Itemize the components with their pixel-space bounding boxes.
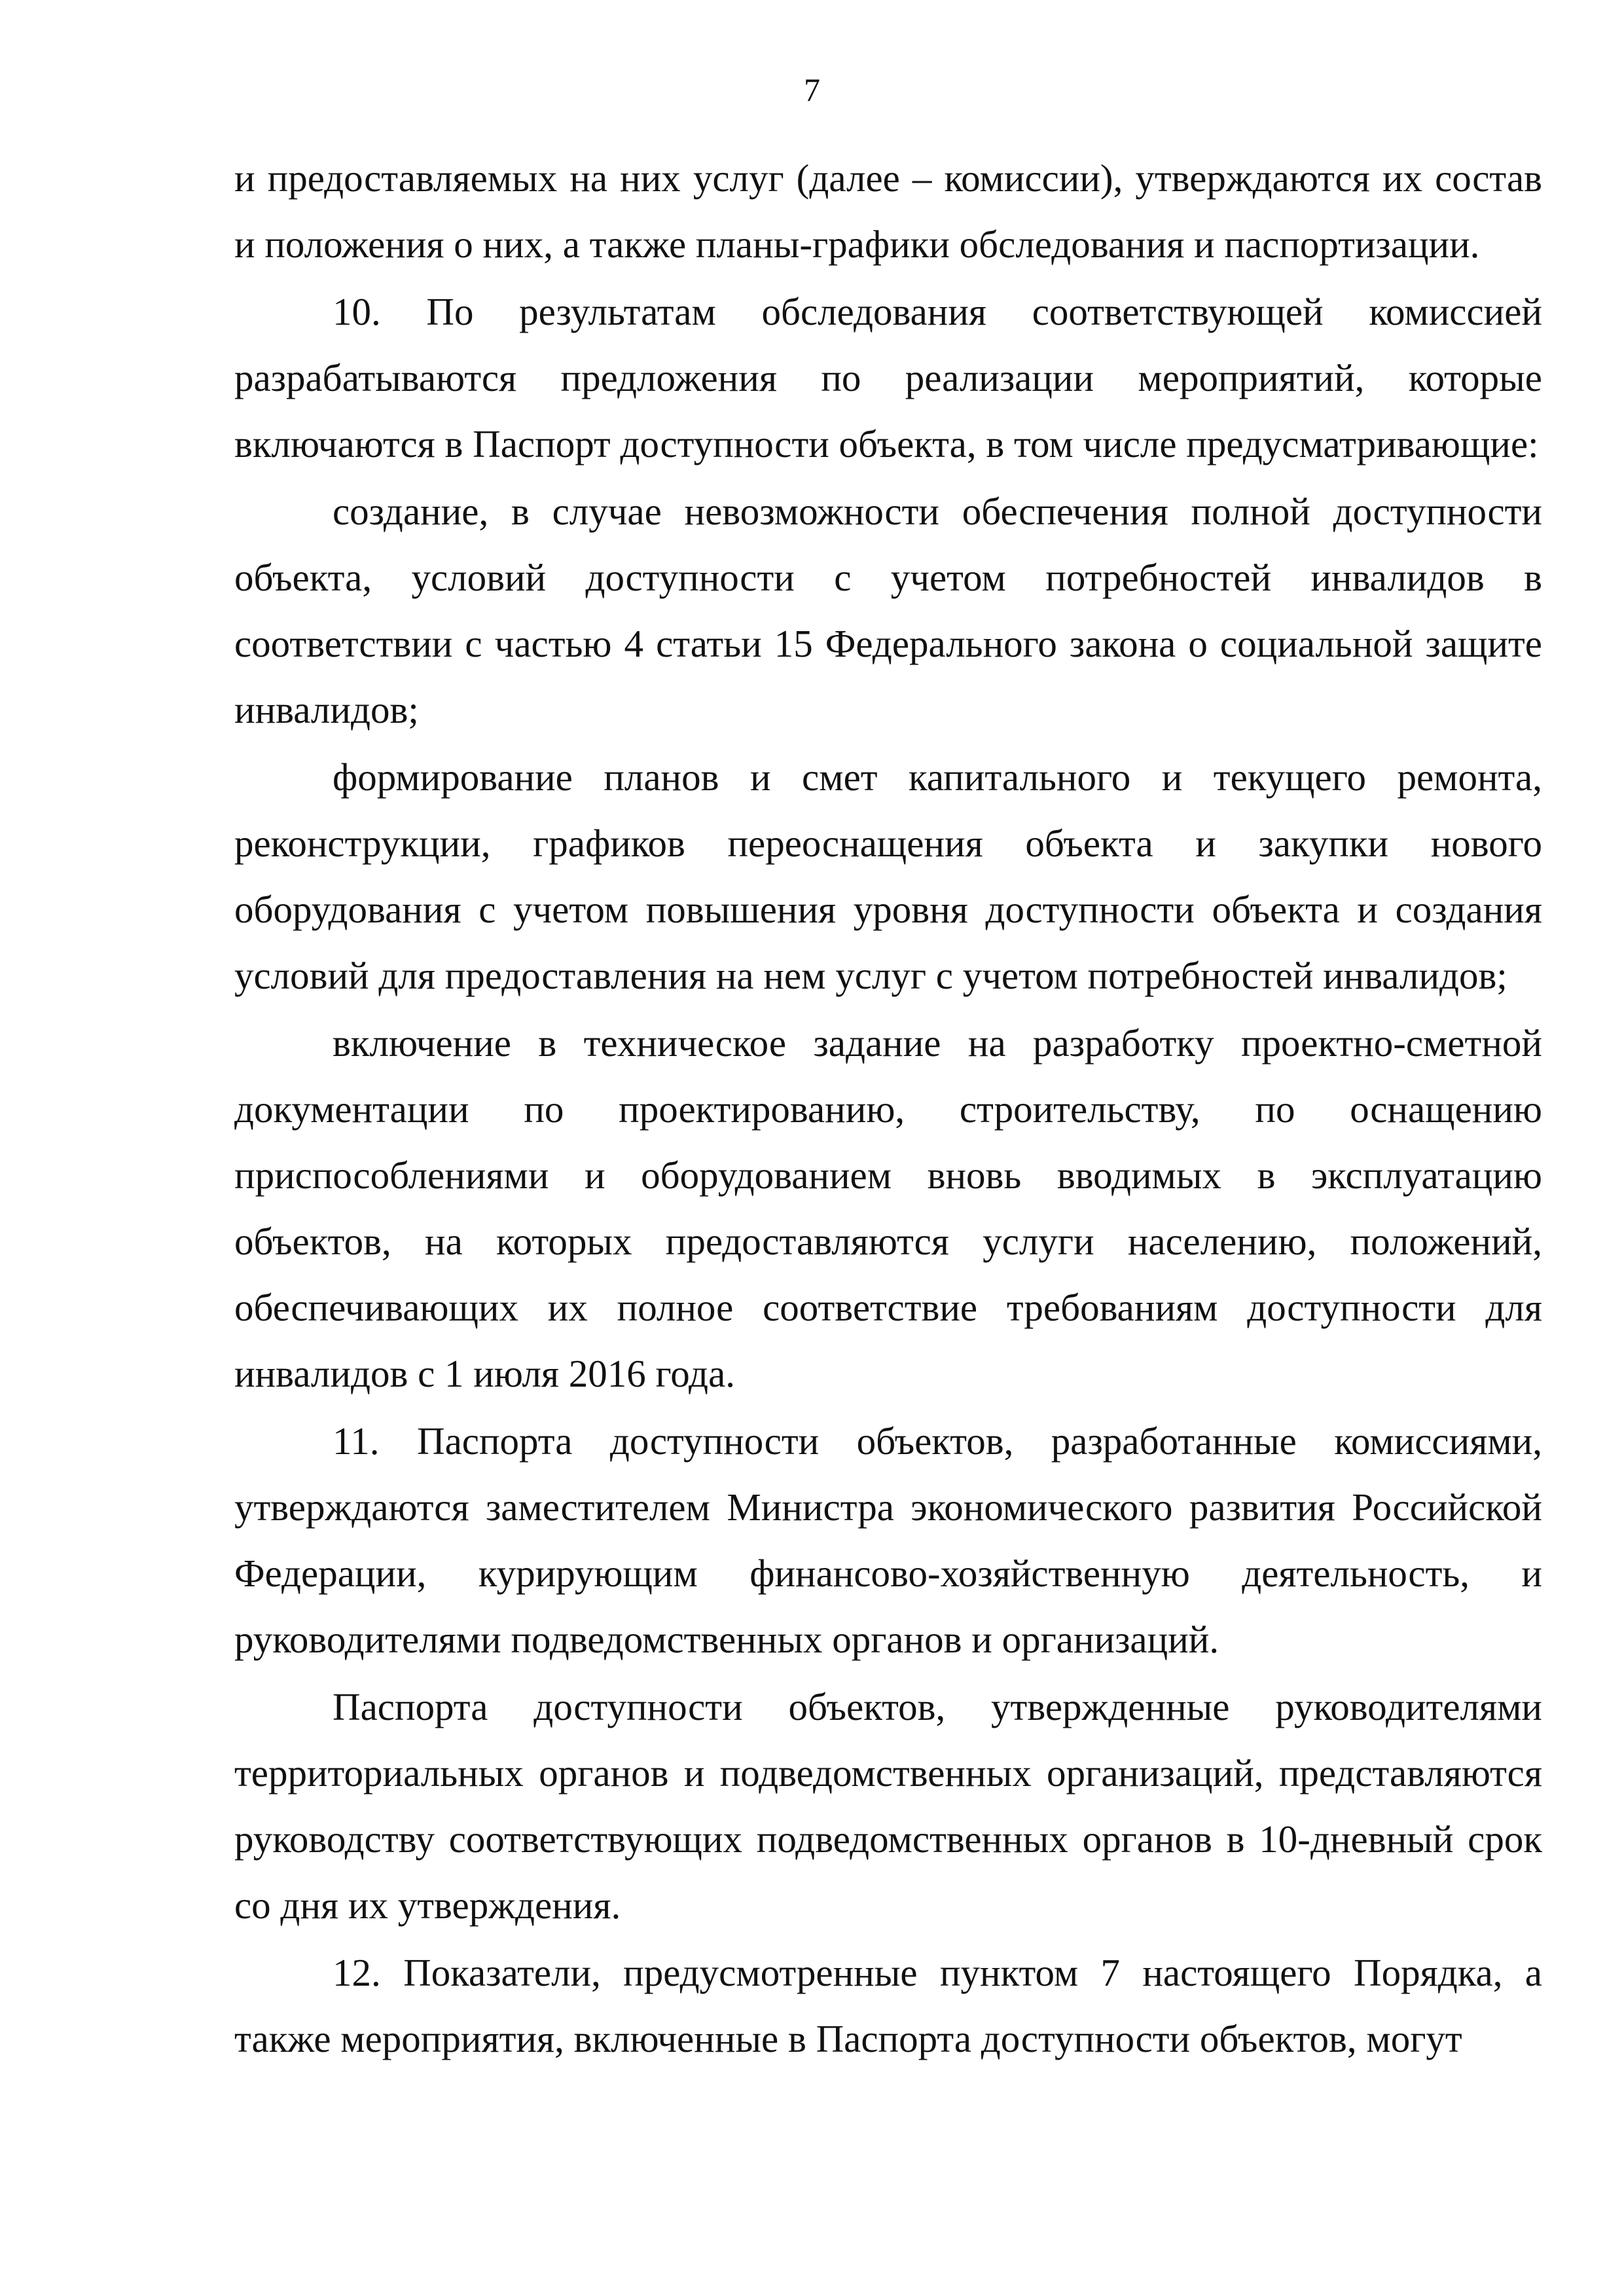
document-body (234, 145, 1542, 2073)
paragraph-continuation: и предоставляемых на них услуг (далее – комиссии), утверждаются их состав и положения о них, а также планы-графики обследования и паспортизации. (234, 156, 1542, 266)
paragraph-creation-conditions: создание, в случае невозможности обеспечения полной доступности объекта, условий доступности с учетом потребностей инвалидов в соответствии с частью 4 статьи 15 Федерального закона о социальной защите инвалидов; (234, 490, 1542, 731)
paragraph-item-10: 10. По результатам обследования соответствующей комиссией разрабатываются предложения по реализации мероприятий, которые включаются в Паспорт доступности объекта, в том числе предусматривающие: (234, 290, 1542, 465)
paragraph-passports-submission: Паспорта доступности объектов, утвержденные руководителями территориальных органов и подведомственных организаций, представляются руководству соответствующих подведомственных органов в 10-дневный срок со дня их утверждения. (234, 1685, 1542, 1927)
paragraph-item-11: 11. Паспорта доступности объектов, разработанные комиссиями, утверждаются заместителем Министра экономического развития Российской Федерации, курирующим финансово-хозяйственную деятельность, и руководителями подведомственных органов и организаций. (234, 1419, 1542, 1661)
paragraph-technical-task: включение в техническое задание на разработку проектно-сметной документации по проектированию, строительству, по оснащению приспособлениями и оборудованием вновь вводимых в эксплуатацию объектов, на которых предоставляются услуги населению, положений, обеспечивающих их полное соответствие требованиям доступности для инвалидов с 1 июля 2016 года. (234, 1021, 1542, 1395)
page-number: 7 (804, 71, 820, 108)
paragraph-item-12: 12. Показатели, предусмотренные пунктом 7 настоящего Порядка, а также мероприятия, включенные в Паспорта доступности объектов, могут (234, 1951, 1542, 2060)
paragraph-repair-plans: формирование планов и смет капитального и текущего ремонта, реконструкции, графиков переоснащения объекта и закупки нового оборудования с учетом повышения уровня доступности объекта и создания условий для предоставления на нем услуг с учетом потребностей инвалидов; (234, 756, 1542, 997)
